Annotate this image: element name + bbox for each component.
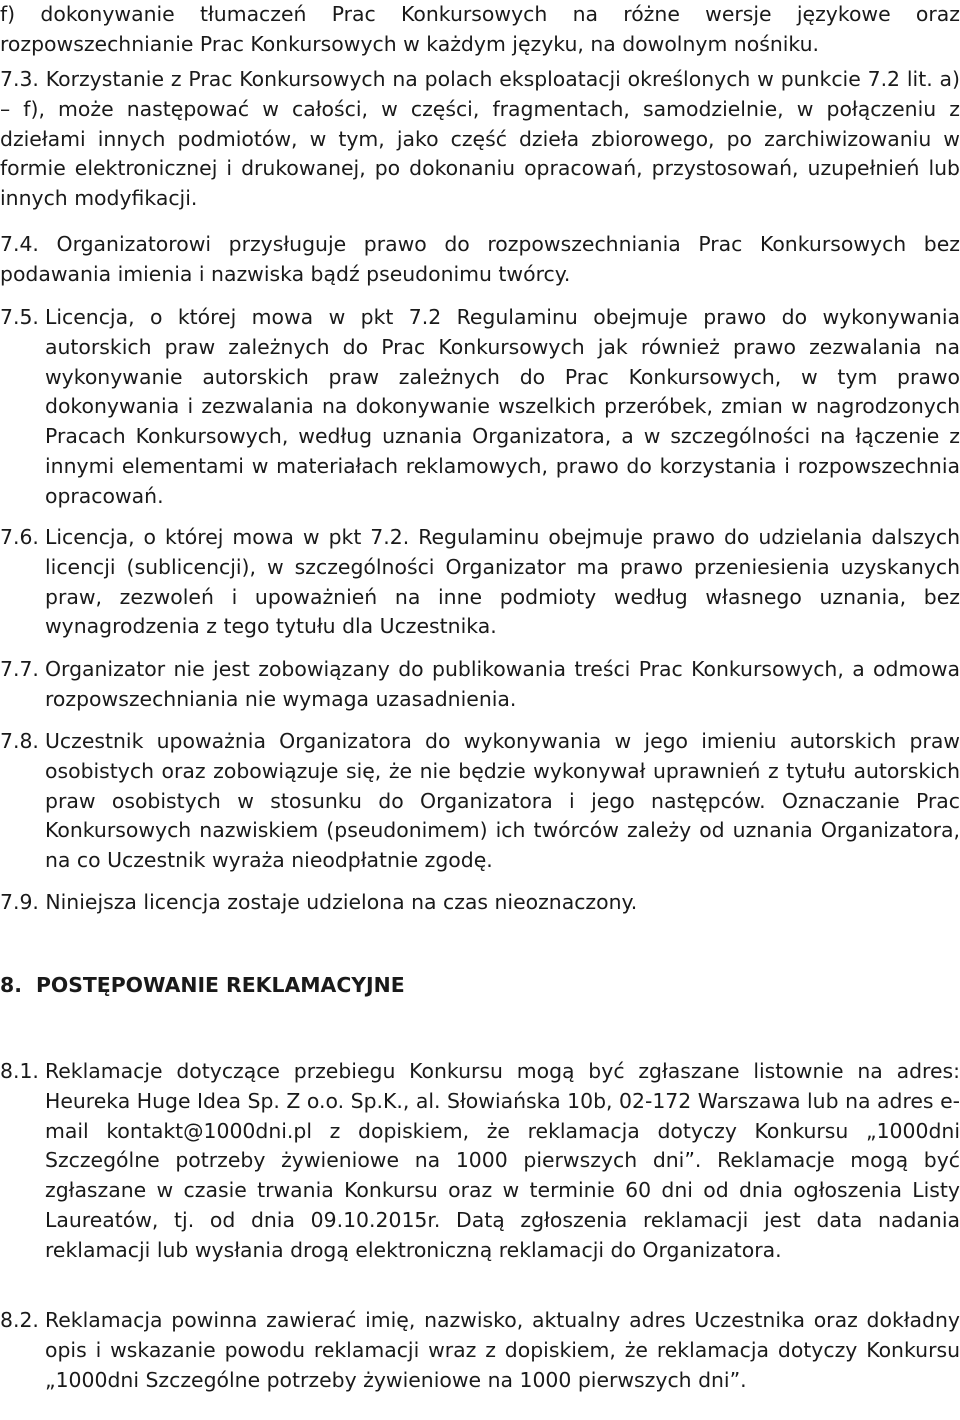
item-7-9: 7.9. Niniejsza licencja zostaje udzielona na czas nieoznaczony. bbox=[0, 890, 638, 914]
item-8-1-number: 8.1. bbox=[0, 1059, 39, 1083]
item-7-8-number: 7.8. bbox=[0, 729, 39, 753]
item-7-5-number: 7.5. bbox=[0, 305, 39, 329]
item-7-4: 7.4. Organizatorowi przysługuje prawo do rozpowszechniania Prac Konkursowych bez podawania imienia i nazwiska bądź pseudonimu twórcy. bbox=[0, 232, 960, 286]
item-7-3: 7.3. Korzystanie z Prac Konkursowych na polach eksploatacji określonych w punkcie 7.2 lit. a) – f), może następować w całości, w części, fragmentach, samodzielnie, w połączeniu z dziełami innych podmiotów, w tym, jako część dzieła zbiorowego, po zarchiwizowaniu w formie elektronicznej i drukowanej, po dokonaniu opracowań, przystosowań, uzupełnień lub innych modyfikacji. bbox=[0, 67, 960, 211]
item-7-8-text: Uczestnik upoważnia Organizatora do wykonywania w jego imieniu autorskich praw osobistych oraz zobowiązuje się, że nie będzie wykonywał uprawnień z tytułu autorskich praw osobistych w stosunku do Organizatora i jego następców. Oznaczanie Prac Konkursowych nazwiskiem (pseudonimem) ich twórców zależy od uznania Organizatora, na co Uczestnik wyraża nieodpłatnie zgodę. bbox=[45, 729, 960, 873]
item-8-1-text: Reklamacje dotyczące przebiegu Konkursu mogą być zgłaszane listownie na adres: Heureka Huge Idea Sp. Z o.o. Sp.K., al. Słowiańska 10b, 02-172 Warszawa lub na adres e-mail kontakt@1000dni.pl z dopiskiem, że reklamacja dotyczy Konkursu „1000dni Szczególne potrzeby żywieniowe na 1000 pierwszych dni”. Reklamacje mogą być zgłaszane w czasie trwania Konkursu oraz w terminie 60 dni od dnia ogłoszenia Listy Laureatów, tj. od dnia 09.10.2015r. Datą zgłoszenia reklamacji jest data nadania reklamacji lub wysłania drogą elektroniczną reklamacji do Organizatora. bbox=[45, 1059, 960, 1262]
section-8-heading bbox=[0, 971, 405, 1001]
item-7-7-text: Organizator nie jest zobowiązany do publikowania treści Prac Konkursowych, a odmowa rozpowszechniania nie wymaga uzasadnienia. bbox=[45, 657, 960, 711]
item-7-5-text: Licencja, o której mowa w pkt 7.2 Regulaminu obejmuje prawo do wykonywania autorskich praw zależnych do Prac Konkursowych jak również prawo zezwalania na wykonywanie autorskich praw zależnych do Prac Konkursowych, w tym prawo dokonywania i zezwalania na dokonywanie wszelkich przeróbek, zmian w nagrodzonych Pracach Konkursowych, według uznania Organizatora, a w szczególności na łączenie z innymi elementami w materiałach reklamowych, prawo do korzystania i rozpowszechnia opracowań. bbox=[45, 305, 960, 508]
section-8-number: 8. bbox=[0, 973, 22, 997]
item-7-6-number: 7.6. bbox=[0, 525, 39, 549]
item-f: f) dokonywanie tłumaczeń Prac Konkursowych na różne wersje językowe oraz rozpowszechnianie Prac Konkursowych w każdym języku, na dowolnym nośniku. bbox=[0, 2, 960, 56]
item-7-6-text: Licencja, o której mowa w pkt 7.2. Regulaminu obejmuje prawo do udzielania dalszych licencji (sublicencji), w szczególności Organizator ma prawo przeniesienia uzyskanych praw, zezwoleń i upoważnień na inne podmioty według własnego uznania, bez wynagrodzenia z tego tytułu dla Uczestnika. bbox=[45, 525, 960, 639]
item-8-2-text: Reklamacja powinna zawierać imię, nazwisko, aktualny adres Uczestnika oraz dokładny opis i wskazanie powodu reklamacji wraz z dopiskiem, że reklamacja dotyczy Konkursu „1000dni Szczególne potrzeby żywieniowe na 1000 pierwszych dni”. bbox=[45, 1308, 960, 1392]
item-7-7-number: 7.7. bbox=[0, 657, 39, 681]
item-8-2-number: 8.2. bbox=[0, 1308, 39, 1332]
section-8-title: POSTĘPOWANIE REKLAMACYJNE bbox=[35, 973, 405, 997]
